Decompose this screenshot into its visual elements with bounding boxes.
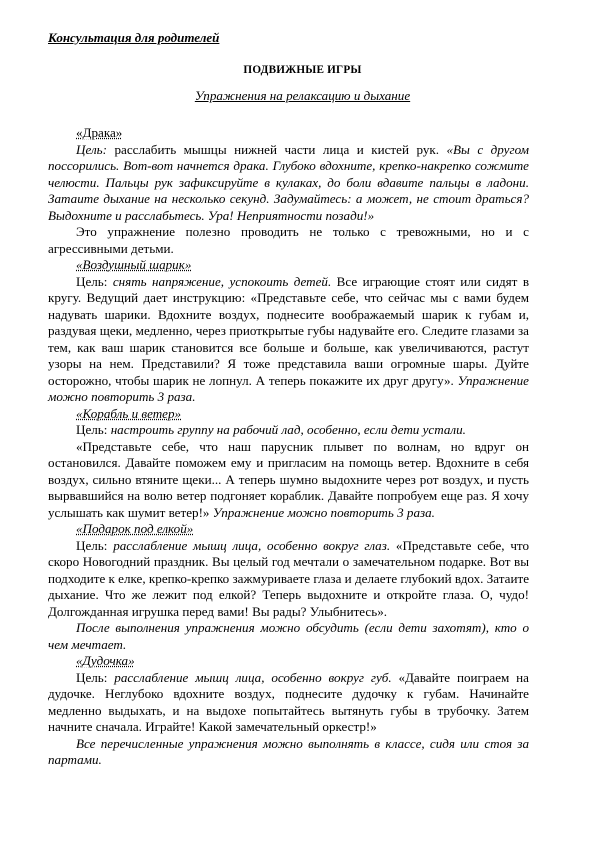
instruction-text: «Вы с другом поссорились. Вот-вот начнется драка. Глубоко вдохните, крепко-накрепко сожмите челюсти. Пальцы рук зафиксируйте в кулаках, до боли вдавите пальцы в ладони. Затаите дыхание на несколько секунд. Задумайтесь: а может, не стоит драться? Выдохните и расслабьтесь. Ура! Неприятности позади!» <box>48 141 530 223</box>
goal-label: Цель: <box>76 669 115 685</box>
goal-text: расслабление мышц лица, особенно вокруг губ. <box>114 669 392 685</box>
section-ship-goal <box>48 422 529 439</box>
document-title: ПОДВИЖНЫЕ ИГРЫ <box>243 64 362 76</box>
section-title-gift: «Подарок под елкой» <box>76 521 194 536</box>
instruction-text: «Представьте себе, что скоро Новогодний праздник. Вы целый год мечтали о замечательном подарке. Вот вы подходите к елке, крепко-крепко зажмуриваете глаза и делаете глубокий вдох. Затаите дыхание. Что же лежит под елкой? Теперь выдохните и откройте глаза. О, чудо! Долгожданная игрушка перед вами! Вы рады? Улыбнитесь». <box>48 537 530 619</box>
instruction-text: «Давайте поиграем на дудочке. Неглубоко вдохните воздух, поднесите дудочку к губам. Начинайте медленно выдыхать, и на выдохе попытайтесь вытянуть губы в трубочку. Затем начните сначала. Играйте! Какой замечательный оркестр!» <box>48 669 529 734</box>
section-gift-note: После выполнения упражнения можно обсудить (если дети захотят), кто о чем мечтает. <box>48 620 529 652</box>
goal-label: Цель: <box>76 273 113 289</box>
repeat-note: Упражнение можно повторить 3 раза. <box>209 504 435 520</box>
document-header: Консультация для родителей <box>48 30 220 45</box>
goal-label: Цель: <box>76 537 114 553</box>
section-gift-body <box>48 538 529 621</box>
section-title-pipe: «Дудочка» <box>76 653 135 668</box>
section-title-draka: «Драка» <box>76 125 123 140</box>
goal-text: расслабление мышц лица, особенно вокруг глаз. <box>113 537 391 553</box>
instruction-text: «Представьте себе, что наш парусник плывет по волнам, но вдруг он остановился. Давайте поможем ему и пригласим на помощь ветер. Вдохните в себя воздух, сильно втяните щеки... А теперь шумно выдохните через рот воздух, и пусть вырвавшийся на волю ветер подгоняет кораблик. Давайте попробуем еще раз. Я хочу услышать как шумит ветер!» <box>48 438 529 520</box>
section-title-ship: «Корабль и ветер» <box>76 405 182 421</box>
section-ship-body <box>48 439 529 522</box>
document-subtitle: Упражнения на релаксацию и дыхание <box>194 88 411 103</box>
section-draka-note: Это упражнение полезно проводить не только с тревожными, но и с агрессивными детьми. <box>48 224 529 256</box>
goal-label: Цель: <box>76 141 107 157</box>
goal-label: Цель: <box>76 422 111 437</box>
section-draka-body <box>48 142 529 225</box>
final-note: Все перечисленные упражнения можно выполнять в классе, сидя или стоя за партами. <box>48 735 529 767</box>
repeat-note: Упражнение можно повторить 3 раза. <box>48 372 529 404</box>
goal-text: расслабить мышцы нижней части лица и кистей рук. <box>106 141 447 157</box>
section-title-balloon: «Воздушный шарик» <box>76 257 192 272</box>
instruction-text: Все играющие стоят или сидят в кругу. Ведущий дает инструкцию: «Представьте себе, что сейчас мы с вами будем надувать шарики. Вдохните воздух, поднесите воображаемый шарик к губам и, раздувая щеки, медленно, через приоткрытые губы надувайте его. Следите глазами за тем, как ваш шарик становится все больше и больше, как увеличиваются, растут узоры на нем. Представили? Я тоже представила ваши огромные шары. Дуйте осторожно, чтобы шарик не лопнул. А теперь покажите их друг другу». <box>48 273 529 388</box>
goal-text: настроить группу на рабочий лад, особенно, если дети устали. <box>110 422 466 437</box>
section-pipe-body <box>48 670 529 736</box>
goal-text: снять напряжение, успокоить детей. <box>112 273 332 289</box>
section-balloon-body <box>48 274 529 406</box>
